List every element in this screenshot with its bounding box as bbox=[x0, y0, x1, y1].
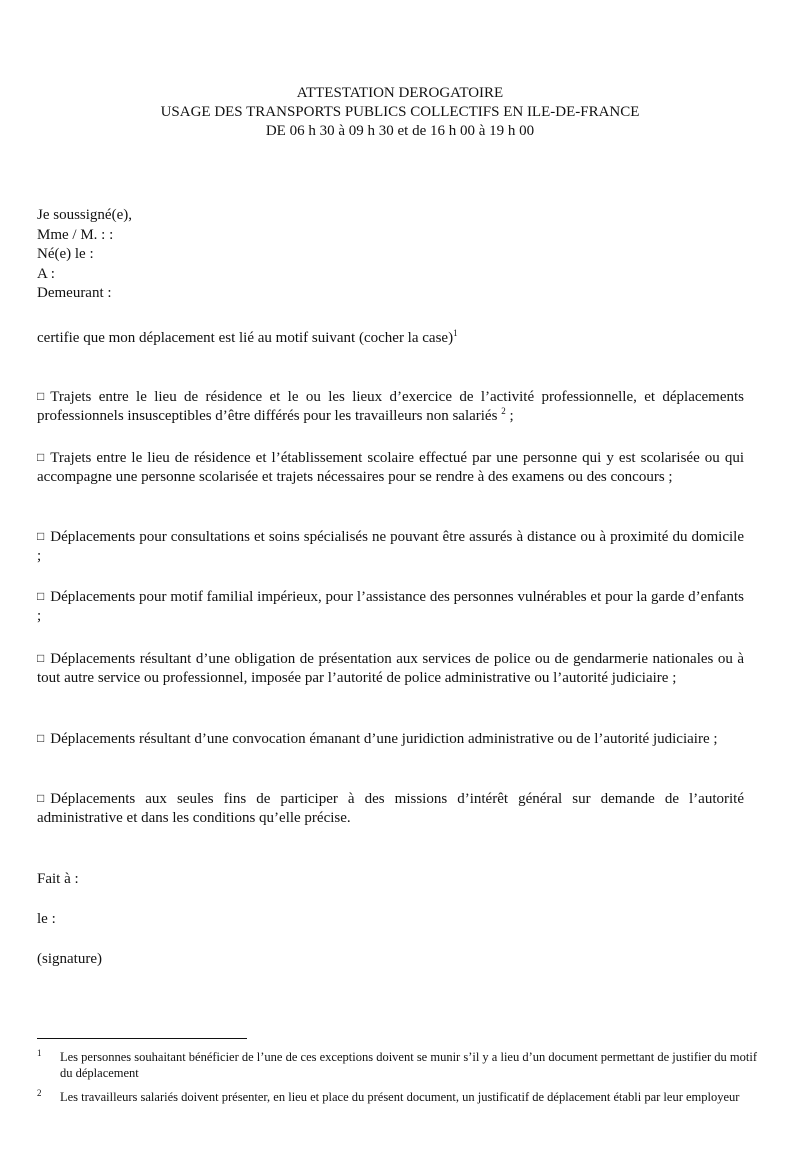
checkbox-icon[interactable]: □ bbox=[37, 651, 45, 665]
option-family-travel[interactable] bbox=[37, 587, 744, 626]
option-text: Déplacements résultant d’une convocation émanant d’une juridiction administrative ou de l’autorité judiciaire ; bbox=[50, 731, 718, 747]
option-text: Déplacements résultant d’une obligation de présentation aux services de police ou de gendarmerie nationales ou à tout autre service ou professionnel, imposée par l’autorité de police administrative ou l’autorité judiciaire ; bbox=[37, 651, 744, 686]
option-text: Déplacements pour motif familial impérieux, pour l’assistance des personnes vulnérables et pour la garde d’enfants ; bbox=[37, 589, 744, 624]
option-work-travel[interactable] bbox=[37, 387, 744, 426]
option-court-travel[interactable] bbox=[37, 729, 744, 749]
identity-fields bbox=[37, 206, 132, 304]
checkbox-icon[interactable]: □ bbox=[37, 589, 45, 603]
footnote-number: 2 bbox=[37, 1088, 42, 1098]
document-title bbox=[0, 84, 800, 141]
footnote-text: Les personnes souhaitant bénéficier de l’une de ces exceptions doivent se munir s’il y a lieu d’un document permettant de justifier du motif du déplacement bbox=[60, 1050, 758, 1080]
birth-place-field: A : bbox=[37, 265, 55, 282]
title-line-2: USAGE DES TRANSPORTS PUBLICS COLLECTIFS EN ILE-DE-FRANCE bbox=[160, 104, 640, 120]
checkbox-icon[interactable]: □ bbox=[37, 450, 45, 464]
footnote-2 bbox=[37, 1089, 757, 1105]
option-school-travel[interactable] bbox=[37, 448, 744, 487]
footnote-1 bbox=[37, 1049, 757, 1081]
footnote-divider bbox=[37, 1038, 247, 1039]
option-text: Déplacements pour consultations et soins spécialisés ne pouvant être assurés à distance ou à proximité du domicile ; bbox=[37, 529, 744, 564]
title-line-1: ATTESTATION DEROGATOIRE bbox=[296, 85, 504, 101]
date-field: le : bbox=[37, 911, 56, 927]
option-police-travel[interactable] bbox=[37, 649, 744, 688]
checkbox-icon[interactable]: □ bbox=[37, 791, 45, 805]
checkbox-icon[interactable]: □ bbox=[37, 389, 45, 403]
option-text: Trajets entre le lieu de résidence et le ou les lieux d’exercice de l’activité professionnelle, et déplacements professionnels insusceptibles d’être différés pour les travailleurs non salariés bbox=[37, 389, 744, 424]
signature-field: (signature) bbox=[37, 951, 102, 967]
footnote-ref-2: 2 bbox=[501, 406, 506, 416]
option-medical-travel[interactable] bbox=[37, 527, 744, 566]
birth-date-field: Né(e) le : bbox=[37, 246, 94, 262]
address-field: Demeurant : bbox=[37, 285, 112, 301]
certify-text: certifie que mon déplacement est lié au motif suivant (cocher la case) bbox=[37, 330, 454, 346]
checkbox-icon[interactable]: □ bbox=[37, 731, 45, 745]
soussigne-label: Je soussigné(e), bbox=[37, 207, 132, 223]
certify-statement bbox=[37, 329, 458, 348]
option-suffix: ; bbox=[505, 408, 514, 424]
title-line-3: DE 06 h 30 à 09 h 30 et de 16 h 00 à 19 h 00 bbox=[265, 123, 535, 139]
civilite-field: Mme / M. : : bbox=[37, 226, 114, 243]
fait-a-field: Fait à : bbox=[37, 871, 79, 887]
option-mission-travel[interactable] bbox=[37, 789, 744, 828]
footnote-number: 1 bbox=[37, 1048, 42, 1058]
footnote-ref-1: 1 bbox=[453, 328, 458, 338]
option-text: Trajets entre le lieu de résidence et l’établissement scolaire effectué par une personne qui y est scolarisée ou qui accompagne une personne scolarisée et trajets nécessaires pour se rendre à des examens ou des concours ; bbox=[37, 450, 744, 485]
option-text: Déplacements aux seules fins de participer à des missions d’intérêt général sur demande de l’autorité administrative et dans les conditions qu’elle précise. bbox=[37, 791, 744, 826]
footnote-text: Les travailleurs salariés doivent présenter, en lieu et place du présent document, un justificatif de déplacement établi par leur employeur bbox=[60, 1090, 740, 1104]
checkbox-icon[interactable]: □ bbox=[37, 529, 45, 543]
